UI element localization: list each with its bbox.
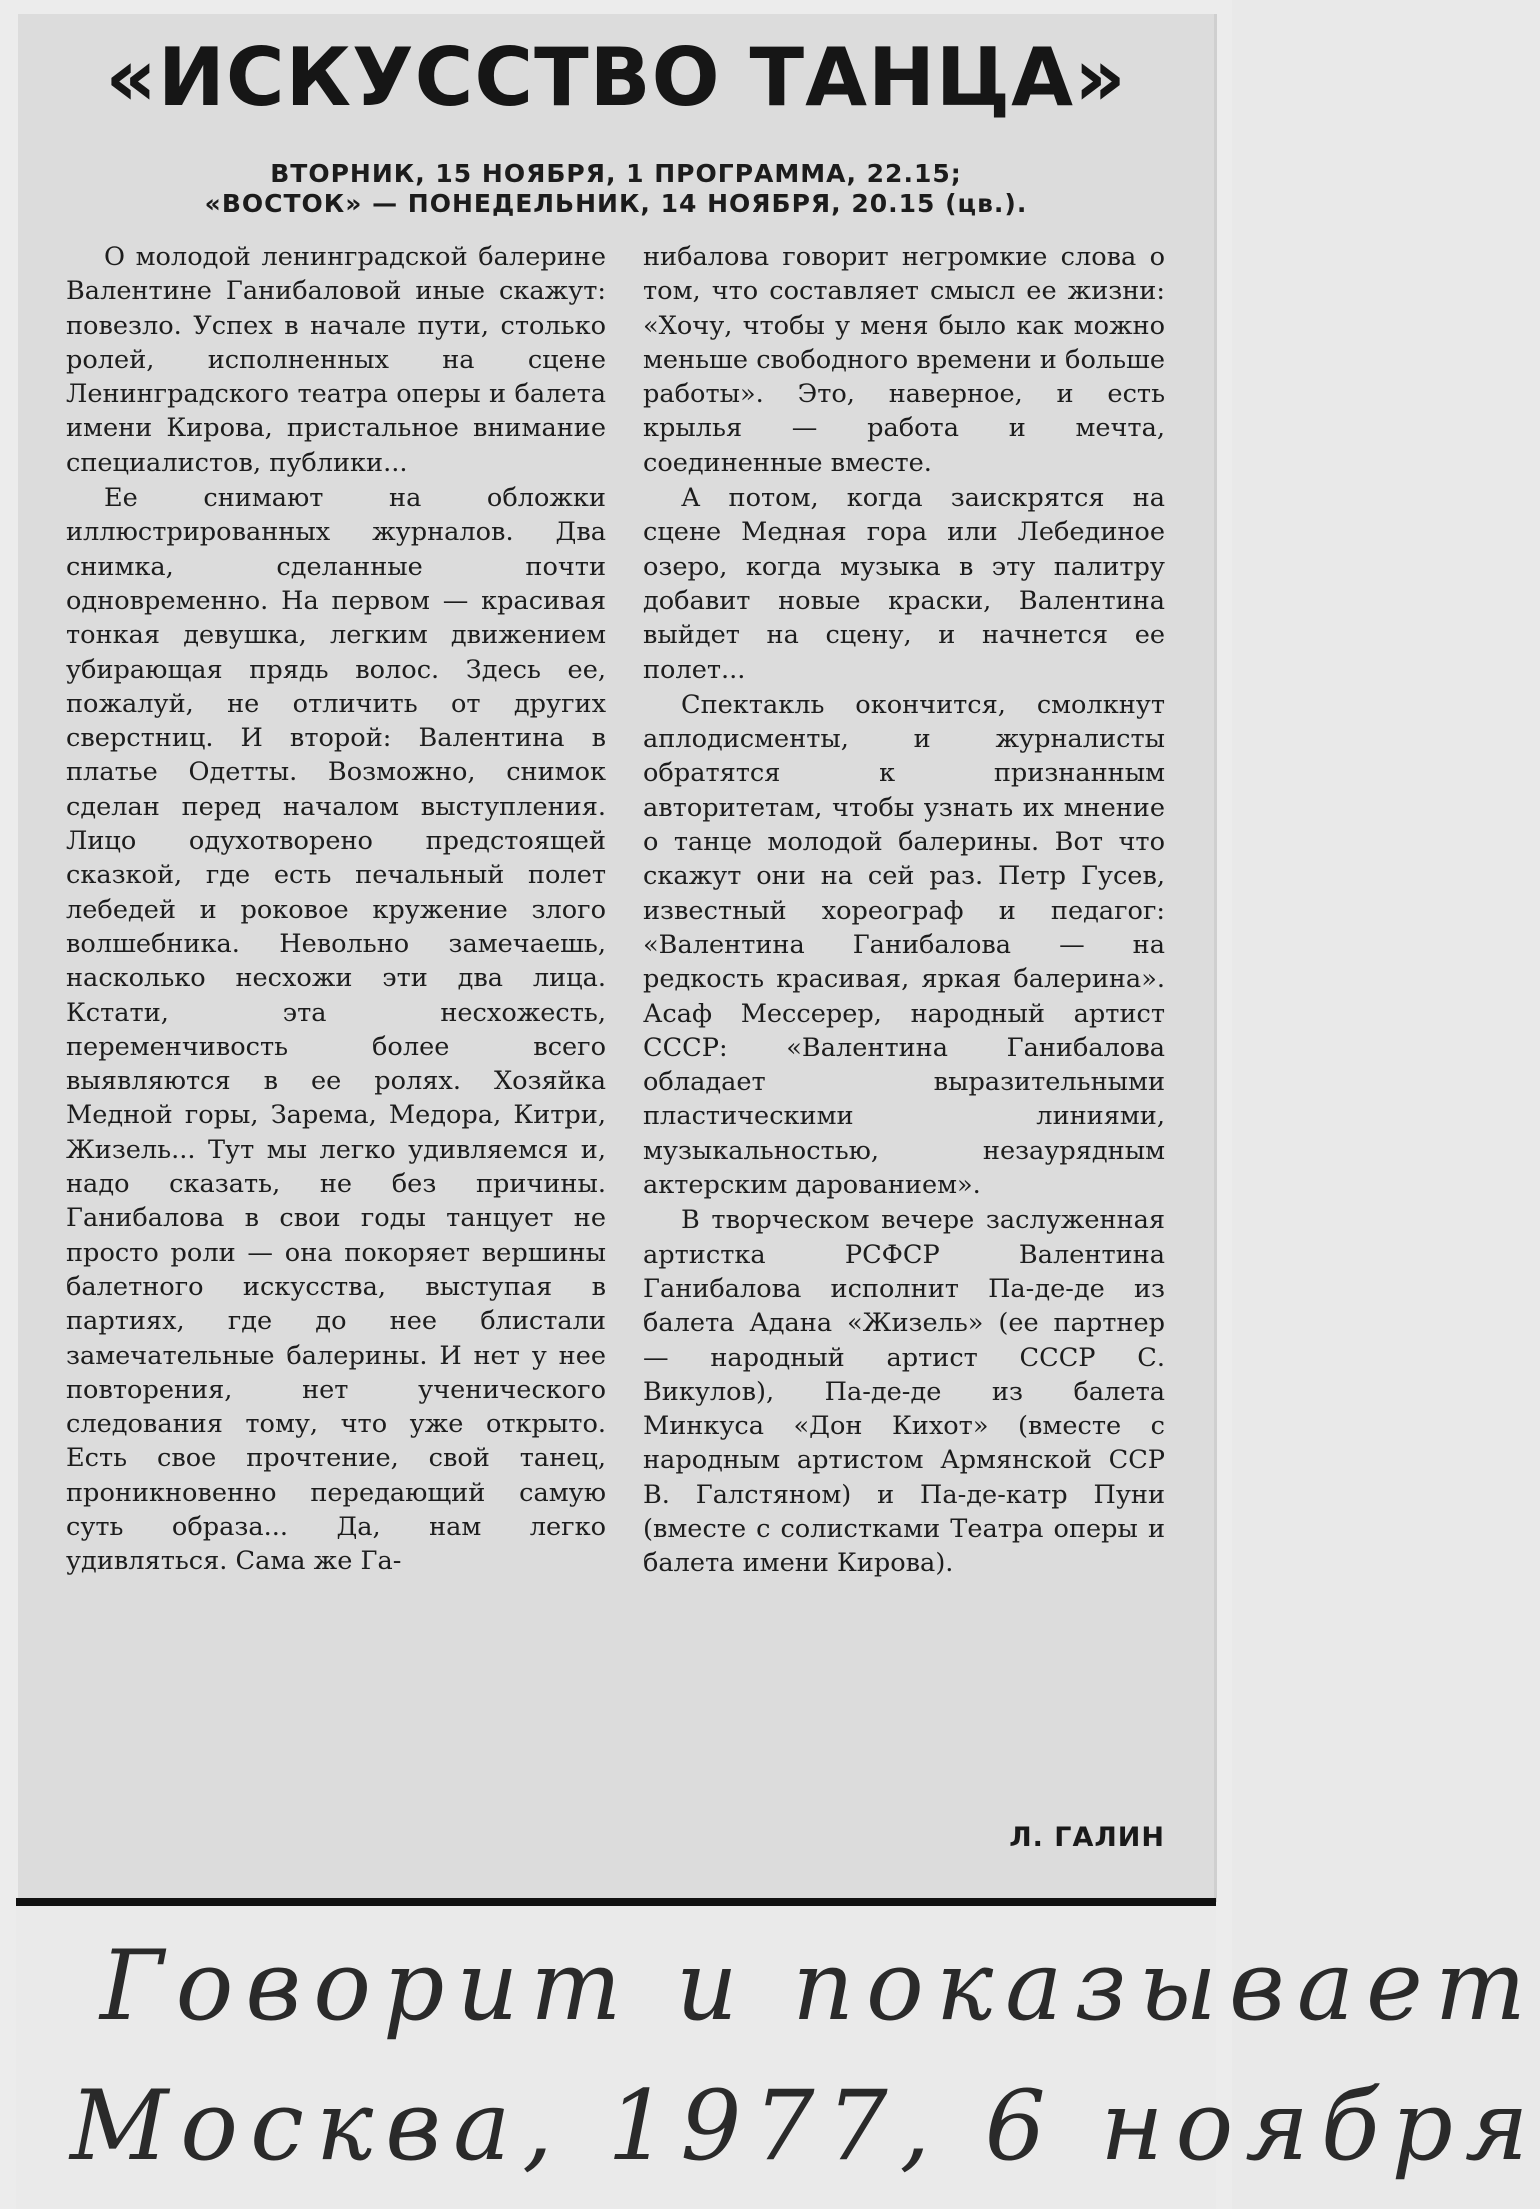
author-byline: Л. ГАЛИН <box>1009 1822 1165 1853</box>
divider-rule <box>16 1898 1216 1906</box>
paragraph: Спектакль окончится, смолкнут аплодисменты, и журналисты обратятся к признанным авторитетам, чтобы узнать их мнение о танце молодой балерины. Вот что скажут они на сей раз. Петр Гусев, известный хореограф и педагог: «Валентина Ганибалова — на редкость красивая, яркая балерина». Асаф Мессерер, народный артист СССР: «Валентина Ганибалова обладает выразительными пластическими линиями, музыкальностью, незаурядным актерским дарованием». <box>643 689 1165 1201</box>
article-headline: «ИСКУССТВО ТАНЦА» <box>105 31 1127 124</box>
paragraph: Ее снимают на обложки иллюстрированных журналов. Два снимка, сделанные почти одновременно. На первом — красивая тонкая девушка, легким движением убирающая прядь волос. Здесь ее, пожалуй, не отличить от других сверстниц. И второй: Валентина в платье Одетты. Возможно, снимок сделан перед началом выступления. Лицо одухотворено предстоящей сказкой, где есть печальный полет лебедей и роковое кружение злого волшебника. Невольно замечаешь, насколько несхожи эти два лица. Кстати, эта несхожесть, переменчивость более всего выявляются в ее ролях. Хозяйка Медной горы, Зарема, Медора, Китри, Жизель... Тут мы легко удивляемся и, надо сказать, не без причины. Ганибалова в свои годы танцует не просто роли — она покоряет вершины балетного искусства, выступая в партиях, где до нее блистали замечательные балерины. И нет у нее повторения, нет ученического следования тому, что уже открыто. Есть свое прочтение, свой танец, проникновенно передающий самую суть образа... Да, нам легко удивляться. Сама же Га- <box>66 483 606 1577</box>
broadcast-schedule-line-1: ВТОРНИК, 15 НОЯБРЯ, 1 ПРОГРАММА, 22.15; <box>270 159 962 188</box>
broadcast-schedule-line-2: «ВОСТОК» — ПОНЕДЕЛЬНИК, 14 НОЯБРЯ, 20.15 (цв.). <box>204 189 1028 218</box>
left-text-column <box>66 240 606 1580</box>
paragraph: В творческом вечере заслуженная артистка РСФСР Валентина Ганибалова исполнит Па-де-де из балета Адана «Жизель» (ее партнер — народный артист СССР С. Викулов), Па-де-де из балета Минкуса «Дон Кихот» (вместе с народным артистом Армянской ССР В. Галстяном) и Па-де-катр Пуни (вместе с солистками Театра оперы и балета имени Кирова). <box>643 1205 1165 1579</box>
handwritten-note-line-1: Говорит и показывает <box>100 1930 1538 2042</box>
paragraph: А потом, когда заискрятся на сцене Медная гора или Лебединое озеро, когда музыка в эту палитру добавит новые краски, Валентина выйдет на сцену, и начнется ее полет... <box>643 483 1165 685</box>
paragraph: О молодой ленинградской балерине Валентине Ганибаловой иные скажут: повезло. Успех в начале пути, столько ролей, исполненных на сцене Ленинградского театра оперы и балета имени Кирова, пристальное внимание специалистов, публики... <box>66 242 606 478</box>
right-text-column <box>643 240 1165 1582</box>
handwritten-note-line-2: Москва, 1977, 6 ноября <box>70 2070 1540 2182</box>
paragraph: нибалова говорит негромкие слова о том, что составляет смысл ее жизни: «Хочу, чтобы у меня было как можно меньше свободного времени и больше работы». Это, наверное, и есть крылья — работа и мечта, соединенные вместе. <box>643 242 1165 478</box>
